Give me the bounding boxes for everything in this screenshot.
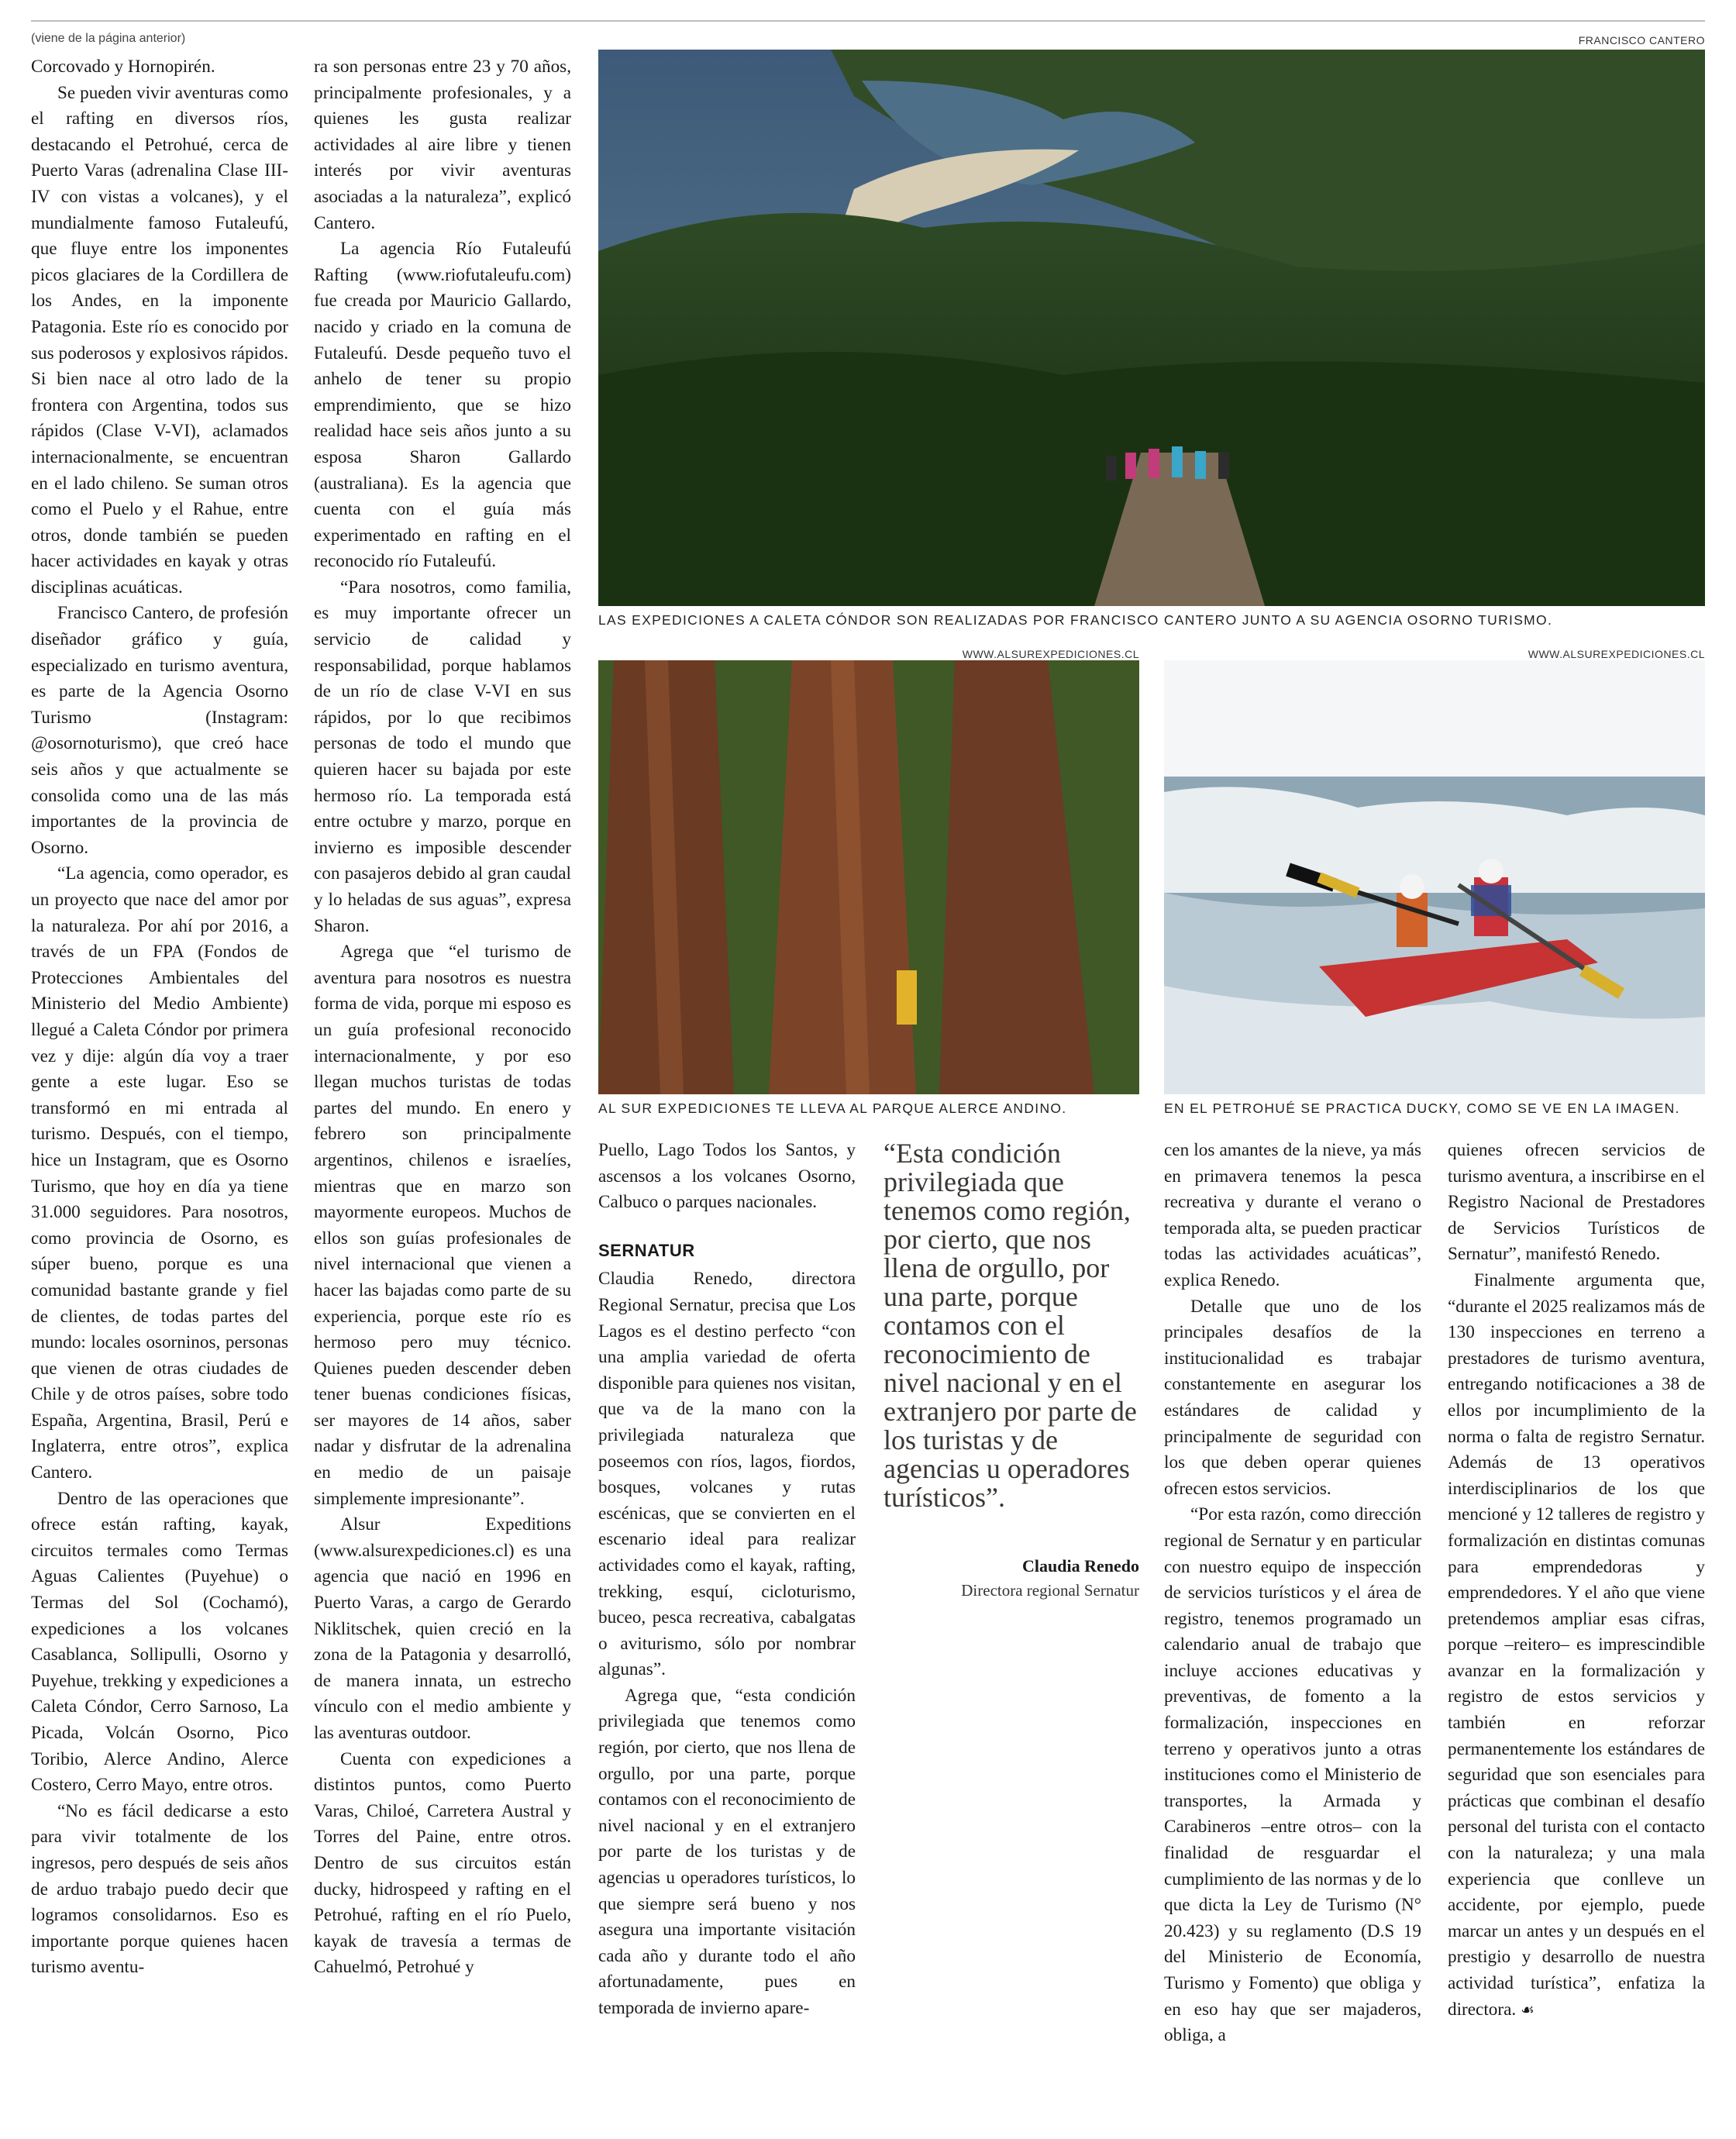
article-column-3 [598, 1138, 856, 2131]
paragraph: La agencia Río Futaleufú Rafting (www.riofutaleufu.com) fue creada por Mauricio Gallardo, nacido y criado en la comuna de Futaleufú. Desde pequeño tuvo el anhelo de tener su propio emprendimiento, que se hizo realidad hace seis años junto a su esposa Sharon Gallardo (australiana). Es la agencia que cuenta con el guía más experimentado en rafting en el reconocido río Futaleufú. [314, 239, 571, 572]
paragraph: “No es fácil dedicarse a esto para vivir totalmente de los ingresos, pero después de seis años de arduo trabajo puedo decir que logramos consolidarnos. Eso es importante porque quienes hacen turismo aventu- [31, 1800, 288, 1978]
paragraph: Detalle que uno de los principales desafíos de la institucionalidad es trabajar constantemente en asegurar los estándares de calidad y principalmente de seguridad con los que deben operar quienes ofrecen estos servicios. [1164, 1296, 1421, 1499]
article-column-5 [1164, 1138, 1421, 2131]
photo-alerce-andino [598, 660, 1139, 1094]
paragraph: Francisco Cantero, de profesión diseñador gráfico y guía, especializado en turismo aventura, es parte de la Agencia Osorno Turismo (Instagram: @osornoturismo), que creó hace seis años y que actualmente se consolida como una de las más importantes de la provincia de Osorno. [31, 603, 288, 858]
pull-quote-role: Directora regional Sernatur [961, 1581, 1139, 1600]
paragraph: Dentro de las operaciones que ofrece están rafting, kayak, circuitos termales como Termas Aguas Calientes (Puyehue) o Termas del Sol (Cochamó), expediciones a los volcanes Casablanca, Sollipulli, Osorno y Puyehue, trekking y expediciones a Caleta Cóndor, Cerro Sarnoso, La Picada, Volcán Osorno, Pico Toribio, Alerce Andino, Alerce Costero, Cerro Mayo, entre otros. [31, 1488, 288, 1796]
paragraph: Alsur Expeditions (www.alsurexpediciones.cl) es una agencia que nació en 1996 en Puerto Varas, a cargo de Gerardo Niklitschek, quien creció en la zona de la Patagonia y desarrolló, de manera innata, un estrecho vínculo con el medio ambiente y las aventuras outdoor. [314, 1514, 571, 1743]
paragraph: cen los amantes de la nieve, ya más en primavera tenemos la pesca recreativa y durante el verano o temporada alta, se pueden practicar todas las actividades acuáticas”, explica Renedo. [1164, 1140, 1421, 1290]
top-rule [31, 20, 1705, 22]
final-paragraph-text: Finalmente argumenta que, “durante el 2025 realizamos más de 130 inspecciones en terreno a prestadores de turismo aventura, entregando notificaciones a 38 de ellos por incumplimiento de la norma o falta de registro Sernatur. Además de 13 operativos interdisciplinarios de los que mencioné y 12 talleres de registro y formalización en distintas comunas para emprendedoras y emprendedores. Y el año que viene pretendemos ampliar esas cifras, porque –reitero– es imprescindible avanzar en la formalización y registro de estos servicios y también en reforzar permanentemente los estándares de seguridad que son esenciales para prácticas que combinan el desafío personal del turista con el contacto con la naturaleza; y una mala experiencia que conlleve un accidente, por ejemplo, puede marcar un antes y un después en el prestigio y desarrollo de nuestra actividad turística”, enfatiza la directora. [1448, 1269, 1705, 2020]
caption-forest: AL SUR EXPEDICIONES TE LLEVA AL PARQUE ALERCE ANDINO. [598, 1100, 1067, 1116]
pull-quote: “Esta condición privilegiada que tenemos como región, por cierto, que nos llena de orgullo, por una parte, porque contamos con el reconocimiento de nivel nacional y en el extranjero por parte de los turistas y de agencias u operadores turísticos”. [884, 1138, 1137, 1513]
end-mark-icon: ☙ [1520, 2000, 1534, 2019]
paragraph: Corcovado y Hornopirén. [31, 57, 215, 77]
photo-credit-main: FRANCISCO CANTERO [1578, 34, 1705, 46]
paragraph [1448, 1268, 1705, 2023]
photo-credit-forest: WWW.ALSUREXPEDICIONES.CL [962, 648, 1139, 660]
paragraph: “La agencia, como operador, es un proyecto que nace del amor por la naturaleza. Por ahí por 2016, a través de un FPA (Fondos de Protecciones Ambientales del Ministerio del Medio Ambiente) llegué a Caleta Cóndor por primera vez y dije: algún día voy a traer gente a este lugar. Eso se transformó en mi entrada al turismo. Después, con el tiempo, hice un Instagram, que es Osorno Turismo, que hoy en día ya tiene 31.000 seguidores. Para nosotros, como provincia de Osorno, es súper bueno, porque es una comunidad bastante grande y fiel de clientes, de todas partes del mundo: locales osorninos, personas que vienen de otras ciudades de Chile y de otros países, sobre todo España, Argentina, Brasil, Perú e Inglaterra, entre otros”, explica Cantero. [31, 863, 288, 1483]
section-heading-sernatur: SERNATUR [598, 1240, 695, 1260]
paragraph: Puello, Lago Todos los Santos, y ascensos a los volcanes Osorno, Calbuco o parques nacionales. [598, 1140, 856, 1213]
pull-quote-author: Claudia Renedo [1022, 1556, 1139, 1576]
paragraph: ra son personas entre 23 y 70 años, principalmente profesionales, y a quienes les gusta realizar actividades al aire libre y tienen interés por vivir aventuras asociadas a la naturaleza”, explicó Cantero. [314, 57, 571, 233]
article-column-6 [1448, 1138, 1705, 2131]
photo-credit-river: WWW.ALSUREXPEDICIONES.CL [1528, 648, 1705, 660]
photo-petrohue-ducky [1164, 660, 1705, 1094]
paragraph: quienes ofrecen servicios de turismo aventura, a inscribirse en el Registro Nacional de Prestadores de Servicios Turísticos de Sernatur”, manifestó Renedo. [1448, 1140, 1705, 1265]
caption-main: LAS EXPEDICIONES A CALETA CÓNDOR SON REALIZADAS POR FRANCISCO CANTERO JUNTO A SU AGENCIA OSORNO TURISMO. [598, 612, 1553, 628]
paragraph: Cuenta con expediciones a distintos puntos, como Puerto Varas, Chiloé, Carretera Austral y Torres del Paine, entre otros. Dentro de sus circuitos están ducky, hidrospeed y rafting en el Petrohué, rafting en el río Puelo, kayak de travesía a termas de Cahuelmó, Petrohué y [314, 1748, 571, 1978]
paragraph: Claudia Renedo, directora Regional Sernatur, precisa que Los Lagos es el destino perfecto “con una amplia variedad de oferta disponible para quienes nos visitan, que va de la mano con la privilegiada naturaleza que poseemos con ríos, lagos, fiordos, bosques, volcanes y rutas escénicas, que se convierten en el escenario ideal para realizar actividades como el kayak, rafting, trekking, esquí, cicloturismo, buceo, pesca recreativa, cabalgatas o aviturismo, sólo por nombrar algunas”. [598, 1269, 856, 1680]
photo-caleta-condor [598, 50, 1705, 606]
continued-note: (viene de la página anterior) [31, 32, 186, 45]
article-column-2 [314, 54, 571, 2131]
caption-river: EN EL PETROHUÉ SE PRACTICA DUCKY, COMO SE VE EN LA IMAGEN. [1164, 1100, 1680, 1116]
paragraph: “Para nosotros, como familia, es muy importante ofrecer un servicio de calidad y responsabilidad, porque hablamos de un río de clase V-VI en sus rápidos, por lo que recibimos personas de todo el mundo que quieren hacer su bajada por este hermoso río. La temporada está entre octubre y marzo, porque en invierno es imposible descender con pasajeros debido al gran caudal y lo heladas de sus aguas”, expresa Sharon. [314, 577, 571, 936]
paragraph: Agrega que “el turismo de aventura para nosotros es nuestra forma de vida, porque mi esposo es un guía profesional reconocido internacionalmente, y por eso llegan muchos turistas de todas partes del mundo. En enero y febrero son principalmente argentinos, chilenos e israelíes, mientras que en marzo son mayormente europeos. Muchos de ellos son guías profesionales de nivel internacional que vienen a hacer las bajadas como parte de su experiencia, porque este río es hermoso pero muy técnico. Quienes pueden descender deben tener buenas condiciones físicas, ser mayores de 14 años, saber nadar y disfrutar de la adrenalina en medio de un paisaje simplemente impresionante”. [314, 942, 571, 1509]
paragraph: Agrega que, “esta condición privilegiada que tenemos como región, por cierto, que nos llena de orgullo, por una parte, porque contamos con el reconocimiento de nivel nacional y en el extranjero por parte de los turistas y de agencias u operadores turísticos, lo que siempre será bueno y nos asegura una importante visitación cada año y durante todo el año afortunadamente, pues en temporada de invierno apare- [598, 1685, 856, 2018]
article-column-1 [31, 54, 288, 2131]
paragraph: “Por esta razón, como dirección regional de Sernatur y en particular con nuestro equipo de inspección de servicios turísticos y el área de registro, tenemos programado un calendario anual de trabajo que incluye acciones educativas y preventivas, de fomento a la formalización, inspecciones en terreno y operativos junto a otras instituciones como el Ministerio de transportes, la Armada y Carabineros –entre otros– con la finalidad de resguardar el cumplimiento de las normas y de lo que dicta la Ley de Turismo (N° 20.423) y su reglamento (D.S 19 del Ministerio de Economía, Turismo y Fomento) que obliga y en eso hay que ser majaderos, obliga, a [1164, 1504, 1421, 2046]
paragraph: Se pueden vivir aventuras como el rafting en diversos ríos, destacando el Petrohué, cerca de Puerto Varas (adrenalina Clase III-IV con vistas a volcanes), y el mundialmente famoso Futaleufú, que fluye entre los imponentes picos glaciares de la Cordillera de los Andes, en la imponente Patagonia. Este río es conocido por sus poderosos y explosivos rápidos. Si bien nace al otro lado de la frontera con Argentina, todos sus rápidos (Clase V-VI), aclamados internacionalmente, se encuentran en el lado chileno. Se suman otros como el Puelo y el Rahue, entre otros, donde también se pueden hacer actividades en kayak y otras disciplinas acuáticas. [31, 82, 288, 598]
